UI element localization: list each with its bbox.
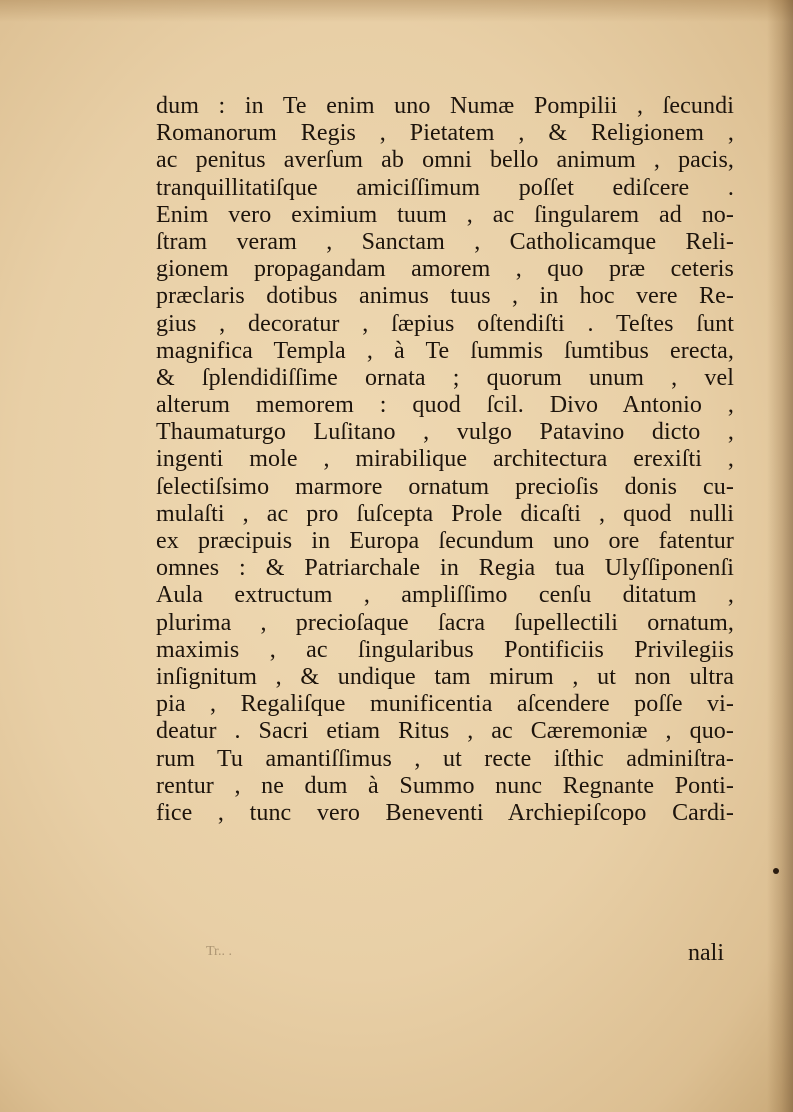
text-line: ſelectiſsimo marmore ornatum precioſis donis cu- [156,473,734,500]
ink-spot [773,868,779,874]
faint-marginal-mark: Tr.. . [206,944,232,959]
text-line: fice , tunc vero Beneventi Archiepiſcopo Cardi- [156,799,734,826]
text-line: maximis , ac ſingularibus Pontificiis Privilegiis [156,636,734,663]
text-line: magnifica Templa , à Te ſummis ſumtibus erecta, [156,337,734,364]
text-line: rentur , ne dum à Summo nunc Regnante Ponti- [156,772,734,799]
text-line: pia , Regaliſque munificentia aſcendere poſſe vi- [156,691,734,718]
text-line: deatur . Sacri etiam Ritus , ac Cæremoniæ , quo- [156,718,734,745]
text-line: plurima , precioſaque ſacra ſupellectili ornatum, [156,609,734,636]
page-right-shadow [767,0,793,1112]
page-footer [156,940,734,970]
catchword: nali [688,940,724,966]
text-line: præclaris dotibus animus tuus , in hoc vere Re- [156,283,734,310]
page-top-shadow [0,0,793,22]
text-line: tranquillitatiſque amiciſſimum poſſet ediſcere . [156,174,734,201]
text-line: Enim vero eximium tuum , ac ſingularem ad no- [156,201,734,228]
text-line: gius , decoratur , ſæpius oſtendiſti . Teſtes ſunt [156,310,734,337]
text-line: ingenti mole , mirabilique architectura erexiſti , [156,446,734,473]
text-line: alterum memorem : quod ſcil. Divo Antonio , [156,392,734,419]
text-line: Romanorum Regis , Pietatem , & Religionem , [156,120,734,147]
text-line: Thaumaturgo Luſitano , vulgo Patavino dicto , [156,419,734,446]
text-line: rum Tu amantiſſimus , ut recte iſthic adminiſtra- [156,745,734,772]
text-line: gionem propagandam amorem , quo præ ceteris [156,256,734,283]
body-text [156,93,734,827]
text-line: ex præcipuis in Europa ſecundum uno ore fatentur [156,528,734,554]
text-line: dum : in Te enim uno Numæ Pompilii , ſecundi [156,93,734,119]
text-line: & ſplendidiſſime ornata ; quorum unum , vel [156,364,734,391]
text-line: Aula extructum , ampliſſimo cenſu ditatum , [156,582,734,609]
text-line: omnes : & Patriarchale in Regia tua Ulyſſiponenſi [156,555,734,582]
text-line: ac penitus averſum ab omni bello animum , pacis, [156,147,734,174]
text-line: mulaſti , ac pro ſuſcepta Prole dicaſti , quod nulli [156,500,734,527]
text-line: ſtram veram , Sanctam , Catholicamque Reli- [156,228,734,255]
text-line: inſignitum , & undique tam mirum , ut non ultra [156,663,734,690]
